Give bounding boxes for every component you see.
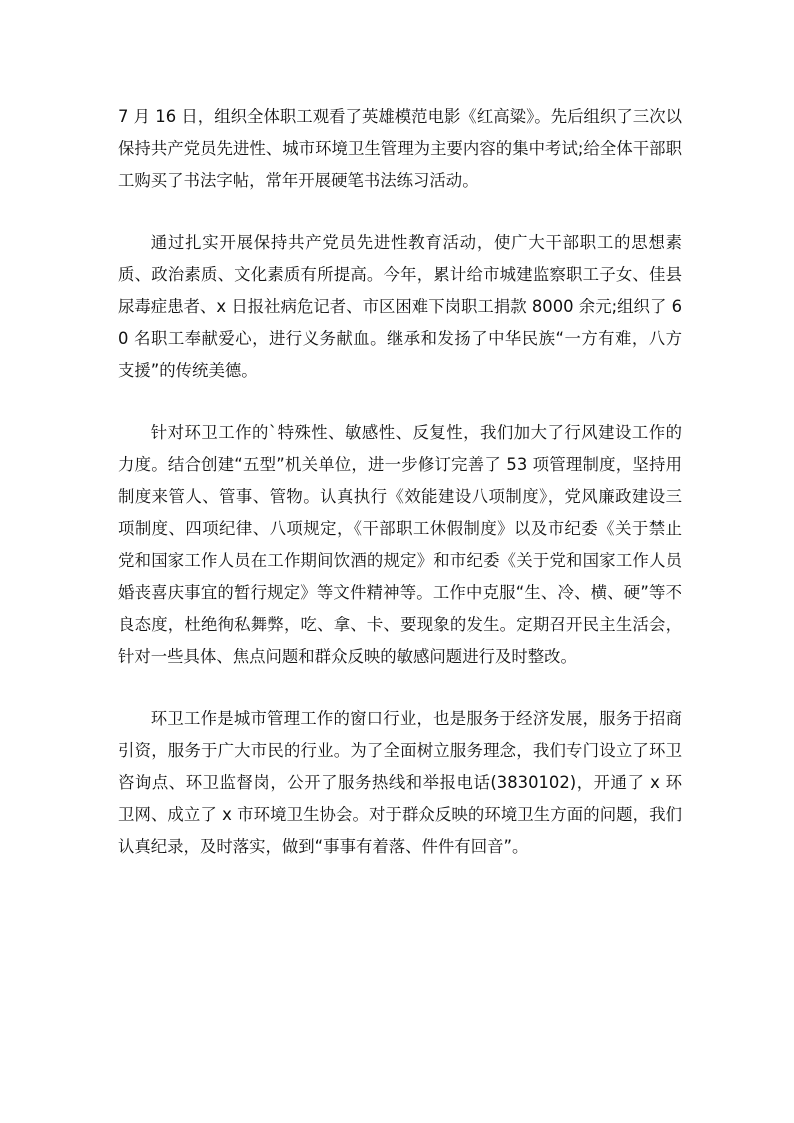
paragraph-4: 环卫工作是城市管理工作的窗口行业，也是服务于经济发展，服务于招商引资，服务于广大市民的行业。为了全面树立服务理念，我们专门设立了环卫咨询点、环卫监督岗，公开了服务热线和举报电话(3830102)，开通了 x 环卫网、成立了 x 市环境卫生协会。对于群众反映的环境卫生方面的问题，我们认真纪录，及时落实，做到“事事有着落、件件有回音”。 xyxy=(118,709,682,856)
document-page xyxy=(118,101,682,893)
paragraph-1: 7 月 16 日，组织全体职工观看了英雄模范电影《红高粱》。先后组织了三次以保持共产党员先进性、城市环境卫生管理为主要内容的集中考试;给全体干部职工购买了书法字帖，常年开展硬笔书法练习活动。 xyxy=(118,107,682,190)
paragraph-2: 通过扎实开展保持共产党员先进性教育活动，使广大干部职工的思想素质、政治素质、文化素质有所提高。今年，累计给市城建监察职工子女、佳县尿毒症患者、x 日报社病危记者、市区困难下岗职工捐款 8000 余元;组织了 60 名职工奉献爱心，进行义务献血。继承和发扬了中华民族“一方有难，八方支援”的传统美德。 xyxy=(118,233,682,380)
paragraph-3: 针对环卫工作的`特殊性、敏感性、反复性，我们加大了行风建设工作的力度。结合创建“五型”机关单位，进一步修订完善了 53 项管理制度，坚持用制度来管人、管事、管物。认真执行《效能建设八项制度》，党风廉政建设三项制度、四项纪律、八项规定，《干部职工休假制度》以及市纪委《关于禁止党和国家工作人员在工作期间饮酒的规定》和市纪委《关于党和国家工作人员婚丧喜庆事宜的暂行规定》等文件精神等。工作中克服“生、冷、横、硬”等不良态度，杜绝徇私舞弊，吃、拿、卡、要现象的发生。定期召开民主生活会，针对一些具体、焦点问题和群众反映的敏感问题进行及时整改。 xyxy=(118,423,682,666)
